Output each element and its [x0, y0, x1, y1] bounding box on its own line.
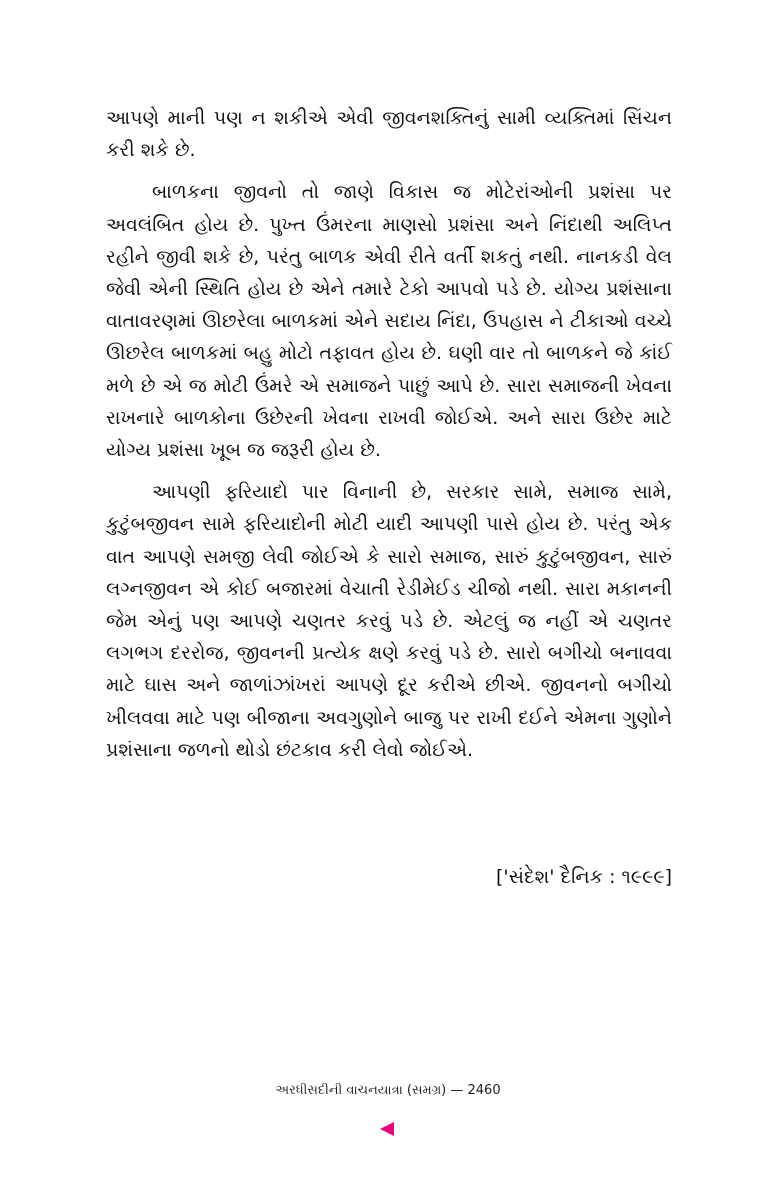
paragraph-2: બાળકના જીવનો તો જાણે વિકાસ જ મોટેરાંઓની પ્રશંસા પર અવલંબિત હોય છે. પુખ્ત ઉંમરના માણસો પ્રશંસા અને નિંદાથી અલિપ્ત રહીને જીવી શકે છે, પરંતુ બાળક એવી રીતે વર્તી શકતું નથી. નાનકડી વેલ જેવી એની સ્થિતિ હોય છે એને તમારે ટેકો આપવો પડે છે. યોગ્ય પ્રશંસાના વાતાવરણમાં ઊછરેલા બાળકમાં એને સદાય નિંદા, ઉપહાસ ને ટીકાઓ વચ્ચે ઊછરેલ બાળકમાં બહુ મોટો તફાવત હોય છે. ઘણી વાર તો બાળકને જે કાંઈ મળે છે એ જ મોટી ઉંમરે એ સમાજને પાછું આપે છે. સારા સમાજની ખેવના રાખનારે બાળકોના ઉછેરની ખેવના રાખવી જોઈએ. અને સારા ઉછેર માટે યોગ્ય પ્રશંસા ખૂબ જ જરૂરી હોય છે.	[106, 181, 672, 462]
source-citation: ['સંદેશ' દૈનિક : ૧૯૯૯]	[496, 866, 672, 888]
paragraph-3: આપણી ફરિયાદો પાર વિનાની છે, સરકાર સામે, સમાજ સામે, કુટુંબજીવન સામે ફરિયાદોની મોટી યાદી આપણી પાસે હોય છે. પરંતુ એક વાત આપણે સમજી લેવી જોઈએ કે સારો સમાજ, સારું કુટુંબજીવન, સારું લગ્નજીવન એ કોઈ બજારમાં વેચાતી રેડીમેઈડ ચીજો નથી. સારા મકાનની જેમ એનું પણ આપણે ચણતર કરવું પડે છે. એટલું જ નહીં એ ચણતર લગભગ દરરોજ, જીવનની પ્રત્યેક ક્ષણે કરવું પડે છે. સારો બગીચો બનાવવા માટે ઘાસ અને જાળાંઝાંખરાં આપણે દૂર કરીએ છીએ. જીવનનો બગીચો ખીલવવા માટે પણ બીજાના અવગુણોને બાજુ પર રાખી દઈને એમના ગુણોને પ્રશંસાના જળનો થોડો છંટકાવ કરી લેવો જોઈએ.	[106, 481, 672, 761]
previous-page-icon[interactable]	[380, 1122, 394, 1136]
paragraph-1: આપણે માની પણ ન શકીએ એવી જીવનશક્તિનું સામી વ્યક્તિમાં સિંચન કરી શકે છે.	[106, 107, 672, 162]
article-body	[106, 102, 672, 776]
page-footer: અરધીસદીની વાચનયાત્રા (સમગ્ર) — 2460	[275, 1083, 501, 1098]
